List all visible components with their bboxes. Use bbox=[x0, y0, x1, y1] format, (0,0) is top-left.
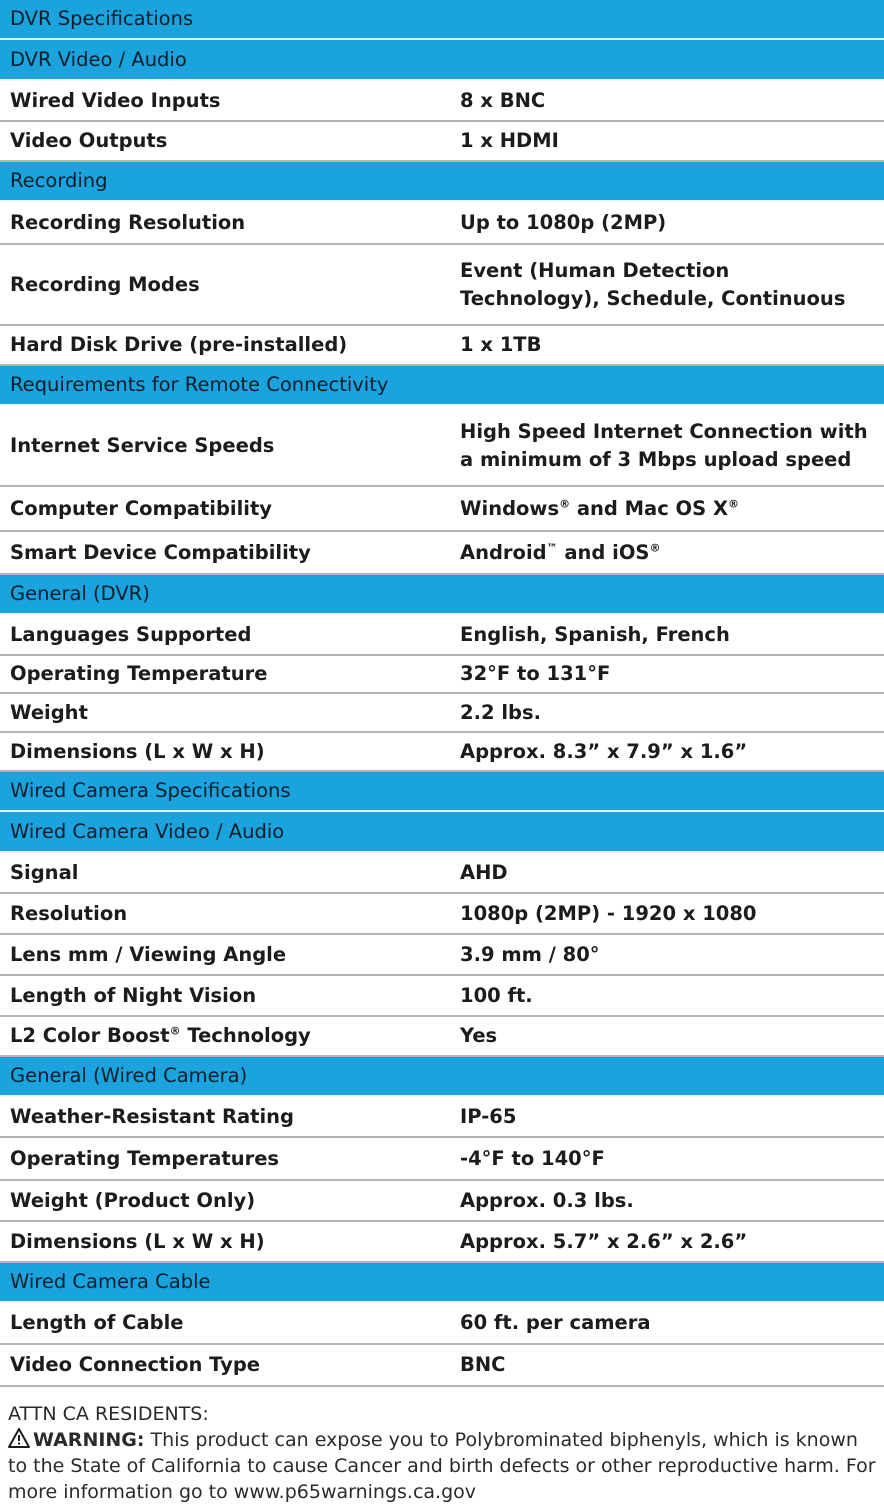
spec-label: Weather-Resistant Rating bbox=[10, 1104, 294, 1128]
section-header-general-dvr bbox=[0, 575, 884, 615]
spec-row-operating-temperatures bbox=[0, 1138, 884, 1181]
warning-text bbox=[8, 1427, 876, 1505]
spec-row-dimensions-l-x-w-x-h bbox=[0, 1222, 884, 1263]
attn-line: ATTN CA RESIDENTS: bbox=[8, 1403, 209, 1425]
spec-row-weather-resistant-rating bbox=[0, 1097, 884, 1138]
spec-label: Lens mm / Viewing Angle bbox=[10, 942, 287, 966]
spec-value: 1 x 1TB bbox=[460, 333, 542, 356]
spec-label: Computer Compatibility bbox=[10, 496, 273, 520]
spec-row-recording-modes bbox=[0, 245, 884, 326]
spec-value: 100 ft. bbox=[460, 983, 533, 1007]
spec-row-lens-mm-viewing-angle bbox=[0, 935, 884, 976]
spec-row-signal bbox=[0, 853, 884, 894]
spec-value: Approx. 8.3” x 7.9” x 1.6” bbox=[460, 739, 748, 763]
spec-label: Languages Supported bbox=[10, 622, 252, 646]
spec-value: 8 x BNC bbox=[460, 88, 546, 112]
spec-label: Recording Resolution bbox=[10, 210, 246, 234]
spec-value: Up to 1080p (2MP) bbox=[460, 210, 667, 234]
spec-row-weight-product-only bbox=[0, 1181, 884, 1222]
spec-value: Event (Human Detection Technology), Schedule, Continuous bbox=[460, 258, 846, 310]
spec-value: Windows® and Mac OS X® bbox=[460, 496, 739, 520]
spec-row-languages-supported bbox=[0, 615, 884, 656]
spec-label: Operating Temperature bbox=[10, 662, 268, 685]
spec-row-video-connection-type bbox=[0, 1345, 884, 1387]
section-header-requirements-for-remote-connectivity bbox=[0, 366, 884, 406]
prop65-warning bbox=[0, 1387, 884, 1505]
spec-row-weight bbox=[0, 694, 884, 733]
spec-value: Yes bbox=[460, 1024, 498, 1047]
spec-row-length-of-night-vision bbox=[0, 976, 884, 1017]
spec-value: 3.9 mm / 80° bbox=[460, 942, 600, 966]
section-title: Recording bbox=[10, 169, 108, 192]
spec-label: Video Connection Type bbox=[10, 1353, 261, 1376]
section-header-dvr-specifications bbox=[0, 0, 884, 40]
spec-value: Approx. 0.3 lbs. bbox=[460, 1188, 634, 1212]
spec-row-dimensions-l-x-w-x-h bbox=[0, 733, 884, 772]
section-title: Wired Camera Video / Audio bbox=[10, 819, 285, 843]
section-header-wired-camera-specifications bbox=[0, 772, 884, 812]
spec-row-l2-color-boost-technology bbox=[0, 1017, 884, 1057]
spec-label: L2 Color Boost® Technology bbox=[10, 1024, 311, 1047]
spec-row-hard-disk-drive-pre-installed bbox=[0, 326, 884, 366]
warning-body: This product can expose you to Polybrominated biphenyls, which is known to the State of California to cause Cancer and birth defects or other reproductive harm. For more information go to www.p65warnings.ca.gov bbox=[8, 1429, 876, 1503]
spec-label: Video Outputs bbox=[10, 129, 168, 152]
spec-row-resolution bbox=[0, 894, 884, 935]
spec-row-operating-temperature bbox=[0, 656, 884, 694]
section-title: DVR Video / Audio bbox=[10, 47, 187, 71]
spec-row-recording-resolution bbox=[0, 202, 884, 245]
spec-value: 1 x HDMI bbox=[460, 129, 559, 152]
spec-label: Internet Service Speeds bbox=[10, 433, 275, 457]
spec-label: Dimensions (L x W x H) bbox=[10, 739, 265, 763]
spec-label: Smart Device Compatibility bbox=[10, 540, 311, 564]
spec-row-wired-video-inputs bbox=[0, 81, 884, 122]
spec-label: Signal bbox=[10, 860, 79, 884]
spec-value: Android™ and iOS® bbox=[460, 540, 661, 564]
spec-value: High Speed Internet Connection with a minimum of 3 Mbps upload speed bbox=[460, 419, 868, 471]
spec-value: 60 ft. per camera bbox=[460, 1311, 651, 1334]
spec-value: 32°F to 131°F bbox=[460, 662, 611, 685]
section-title: General (DVR) bbox=[10, 582, 150, 605]
spec-row-internet-service-speeds bbox=[0, 406, 884, 487]
section-title: Wired Camera Specifications bbox=[10, 779, 291, 802]
spec-label: Dimensions (L x W x H) bbox=[10, 1229, 265, 1253]
spec-value: Approx. 5.7” x 2.6” x 2.6” bbox=[460, 1229, 748, 1253]
spec-label: Weight (Product Only) bbox=[10, 1188, 256, 1212]
spec-value: 2.2 lbs. bbox=[460, 700, 541, 724]
spec-label: Operating Temperatures bbox=[10, 1146, 280, 1170]
spec-row-computer-compatibility bbox=[0, 487, 884, 532]
spec-label: Wired Video Inputs bbox=[10, 88, 221, 112]
spec-value: 1080p (2MP) - 1920 x 1080 bbox=[460, 901, 757, 925]
spec-row-video-outputs bbox=[0, 122, 884, 162]
section-header-recording bbox=[0, 162, 884, 202]
section-title: DVR Specifications bbox=[10, 7, 194, 30]
section-title: General (Wired Camera) bbox=[10, 1064, 248, 1087]
spec-label: Recording Modes bbox=[10, 272, 200, 296]
spec-row-length-of-cable bbox=[0, 1303, 884, 1345]
section-header-wired-camera-video-audio bbox=[0, 812, 884, 853]
section-title: Requirements for Remote Connectivity bbox=[10, 373, 389, 396]
spec-label: Resolution bbox=[10, 901, 128, 925]
spec-label: Hard Disk Drive (pre-installed) bbox=[10, 333, 348, 356]
spec-row-smart-device-compatibility bbox=[0, 532, 884, 575]
spec-value: BNC bbox=[460, 1353, 506, 1376]
section-header-wired-camera-cable bbox=[0, 1263, 884, 1303]
spec-label: Length of Night Vision bbox=[10, 983, 257, 1007]
spec-label: Length of Cable bbox=[10, 1311, 184, 1334]
spec-label: Weight bbox=[10, 700, 88, 724]
section-header-general-wired-camera bbox=[0, 1057, 884, 1097]
warning-label: WARNING: bbox=[33, 1429, 145, 1451]
spec-value: IP-65 bbox=[460, 1104, 517, 1128]
section-header-dvr-video-audio bbox=[0, 40, 884, 81]
warning-triangle-icon bbox=[8, 1428, 30, 1448]
spec-value: English, Spanish, French bbox=[460, 622, 730, 646]
section-title: Wired Camera Cable bbox=[10, 1270, 211, 1293]
spec-value: AHD bbox=[460, 860, 508, 884]
spec-value: -4°F to 140°F bbox=[460, 1146, 605, 1170]
